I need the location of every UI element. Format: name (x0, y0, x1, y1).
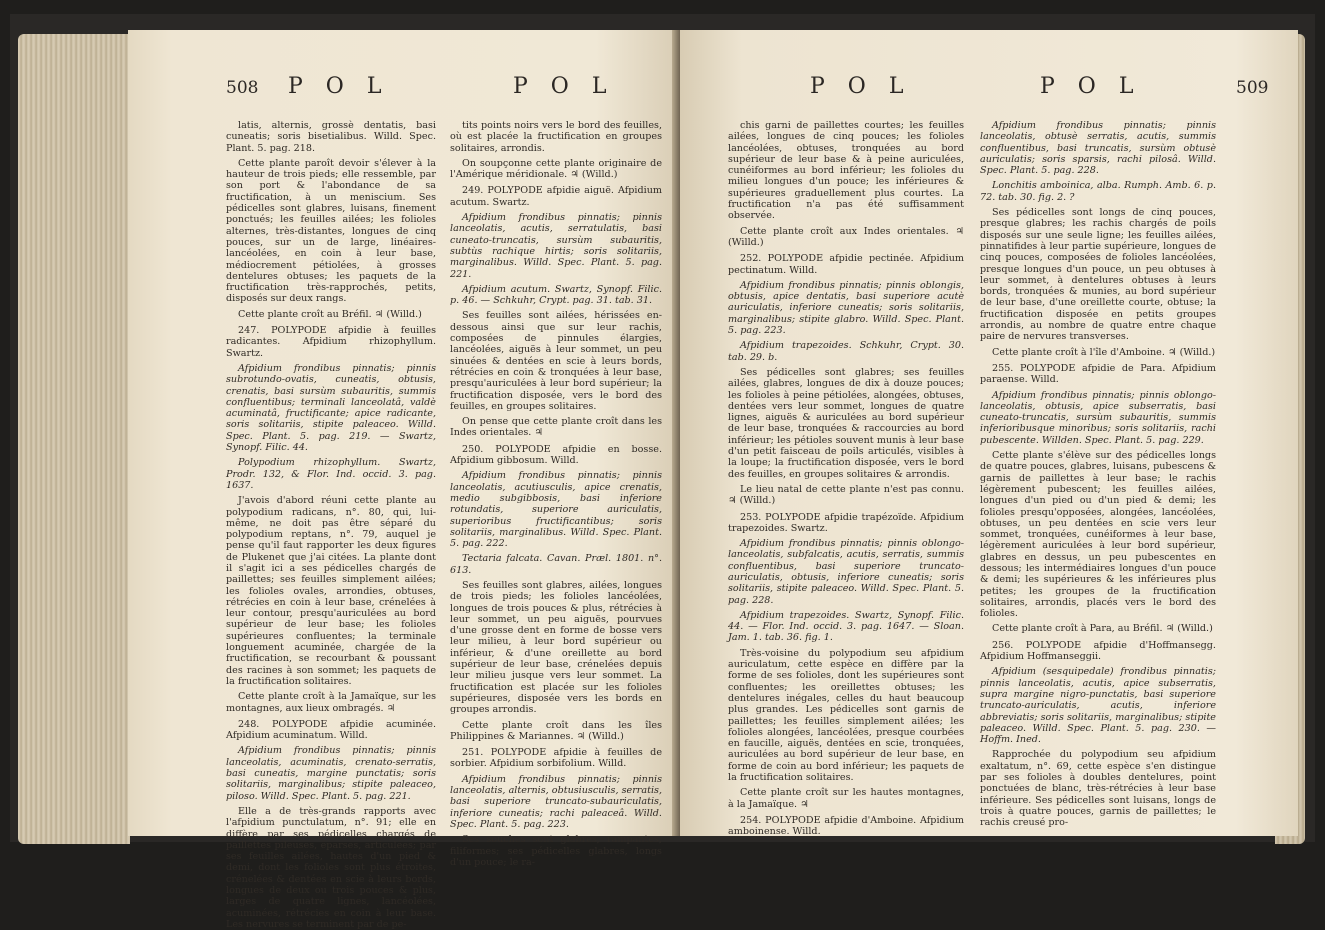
paragraph: Polypodium rhizophyllum. Swartz, Prodr. 132, & Flor. Ind. occid. 3. pag. 1637. (226, 457, 436, 491)
paragraph: Afpidium frondibus pinnatis; pinnis oblongis, obtusis, apice dentatis, basi superiore acutè auriculatis, inferiore cuneatis; soris solitariis, marginalibus; stipite glabro. Willd. Spec. Plant. 5. pag. 223. (728, 279, 964, 337)
paragraph: Tectaria falcata. Cavan. Præl. 1801. n°. 613. (450, 553, 662, 576)
paragraph: 256. POLYPODE afpidie d'Hoffmansegg. Afpidium Hoffmanseggii. (980, 639, 1216, 663)
paragraph: Cette plante paroît devoir s'élever à la hauteur de trois pieds; elle ressemble, par son port & l'abondance de sa fructification, à un meniscium. Ses pédicelles sont glabres, luisans, finement ponctués; les feuilles ailées; les folioles alternes, très-distantes, longues de cinq pouces, sur un de large, linéaires-lancéolées, en coin à leur base, médiocrement pétiolées, à grosses dentelures obtuses; les paquets de la fructification très-rapprochés, petits, disposés sur deux rangs. (226, 157, 436, 305)
paragraph: Cette plante croît sur les hautes montagnes, à la Jamaïque. ♃ (728, 787, 964, 810)
left-column-1 (226, 120, 436, 930)
paragraph: Cette plante croît aux Indes orientales. ♃ (Willd.) (728, 225, 964, 248)
paragraph: 247. POLYPODE afpidie à feuilles radicantes. Afpidium rhizophyllum. Swartz. (226, 325, 436, 359)
page-stack-left (18, 34, 130, 844)
paragraph: Le lieu natal de cette plante n'est pas connu. ♃ (Willd.) (728, 483, 964, 507)
paragraph: 254. POLYPODE afpidie d'Amboine. Afpidium amboinense. Willd. (728, 814, 964, 838)
paragraph: 252. POLYPODE afpidie pectinée. Afpidium pectinatum. Willd. (728, 253, 964, 276)
paragraph: Elle a de très-grands rapports avec l'afpidium punctulatum, n°. 91; elle en diffère par ses pédicelles chargés de paillettes pileuses, éparses, articulées; par ses feuilles ailées, hautes d'un pied & demi, dont les folioles sont plus étroites, crénelées & dentées en scie à leurs bords, longues de deux ou trois pouces & plus, larges de quatre lignes, lancéolées, acuminées, rétrécies en coin à leur base. Les nervures se terminent par de pe- (226, 805, 436, 930)
paragraph: Cette plante croît à Para, au Bréfil. ♃ (Willd.) (992, 623, 1213, 635)
paragraph: 248. POLYPODE afpidie acuminée. Afpidium acuminatum. Willd. (226, 718, 436, 742)
paragraph: 250. POLYPODE afpidie en bosse. Afpidium gibbosum. Willd. (450, 443, 662, 467)
left-folio: 508 (226, 78, 259, 98)
paragraph: J'avois d'abord réuni cette plante au polypodium radicans, n°. 80, qui, lui-même, ne doit pas être séparé du polypodium reptans, n°. 79, auquel je pense qu'il faut rapporter les deux figures de Plukenet que j'ai citées. La plante dont il s'agit ici a ses pédicelles chargés de paillettes; ses feuilles simplement ailées; les folioles ovales, arrondies, obtuses, rétrécies en coin à leur base, crénelées à leur contour, presqu'auriculées au bord supérieur de leur base; les folioles supérieures confluentes; la terminale longuement acuminée, chargée de la fructification, se recourbant & poussant des racines à son sommet; les paquets de la fructification solitaires. (226, 495, 436, 687)
paragraph: Cette plante croît à l'île d'Amboine. ♃ (Willd.) (992, 346, 1216, 358)
paragraph: Afpidium (sesquipedale) frondibus pinnatis; pinnis lanceolatis, acutis, apice subserratis, supra margine nigro-punctatis, basi superiore truncato-auriculatis, acutis, inferiore abbreviatis; soris solitariis, marginalibus; stipite paleaceo. Willd. Spec. Plant. 5. pag. 230. — Hoffm. Ined. (980, 666, 1216, 746)
paragraph: 253. POLYPODE afpidie trapézoïde. Afpidium trapezoides. Swartz. (728, 511, 964, 534)
paragraph: 251. POLYPODE afpidie à feuilles de sorbier. Afpidium sorbifolium. Willd. (450, 747, 662, 770)
right-column-2 (980, 120, 1216, 860)
paragraph: Afpidium frondibus pinnatis; pinnis lanceolatis, obtusè serratis, acutis, summis confluentibus, basi truncatis, sursùm obtusè auriculatis; soris sparsis, rachi pilosâ. Willd. Spec. Plant. 5. pag. 228. (980, 120, 1216, 177)
paragraph: Afpidium frondibus pinnatis; pinnis lanceolatis, acutis, serratulatis, basi cuneato-truncatis, sursùm subauritis, subtùs rachique hirtis; soris solitariis, marginalibus. Willd. Spec. Plant. 5. pag. 221. (450, 212, 662, 280)
paragraph: Ses feuilles sont ailées, hérissées en-dessous ainsi que sur leur rachis, composées de pinnules élargies, lancéolées, aiguës à leur sommet, un peu sinuées & dentées en scie à leurs bords, rétrécies en coin & tronquées à leur base, presqu'auriculées à leur bord supérieur; la fructification disposée, vers le bord des feuilles, en groupes solitaires. (450, 310, 662, 412)
paragraph: Afpidium frondibus pinnatis; pinnis lanceolatis, acuminatis, crenato-serratis, basi cuneatis, margine punctatis; soris solitariis, marginalibus; stipite paleaceo, piloso. Willd. Spec. Plant. 5. pag. 221. (226, 745, 436, 802)
paragraph: 249. POLYPODE afpidie aiguë. Afpidium acutum. Swartz. (450, 185, 662, 208)
right-header-right: P O L (1040, 74, 1142, 99)
paragraph: Ses pédicelles sont longs de cinq pouces, presque glabres; les rachis chargés de poils disposés sur une seule ligne; les feuilles ailées, pinnatifides à leur partie supérieure, longues de cinq pouces, composées de folioles lancéolées, presque longues d'un pouce, un peu obtuses à leur sommet, à dentelures obtuses à leurs bords, tronquées & munies, au bord supérieur de leur base, d'une oreillette courte, obtuse; la fructification disposée en petits groupes arrondis, au nombre de quatre entre chaque paire de nervures transverses. (980, 207, 1216, 343)
paragraph: On soupçonne cette plante originaire de l'Amérique méridionale. ♃ (Willd.) (450, 157, 662, 181)
paragraph: Afpidium frondibus pinnatis; pinnis oblongo-lanceolatis, subfalcatis, acutis, serratis, summis confluentibus, basi superiore truncato-auriculatis, obtusis, inferiore cuneatis; soris solitariis, stipite paleaceo. Willd. Spec. Plant. 5. pag. 228. (728, 538, 964, 606)
paragraph: Afpidium frondibus pinnatis; pinnis lanceolatis, alternis, obtusiusculis, serratis, basi superiore truncato-subauriculatis, inferiore cuneatis; rachi paleaceâ. Willd. Spec. Plant. 5. pag. 223. (450, 773, 662, 830)
left-column-2 (450, 120, 662, 868)
paragraph: 255. POLYPODE afpidie de Para. Afpidium paraense. Willd. (980, 362, 1216, 386)
right-folio: 509 (1236, 78, 1269, 98)
paragraph: Afpidium frondibus pinnatis; pinnis subrotundo-ovatis, cuneatis, obtusis, crenatis, basi sursùm subauritis, summis confluentibus; terminali lanceolatâ, valdè acuminatâ, fructificante; apice radicante, soris solitariis, stipite paleaceo. Willd. Spec. Plant. 5. pag. 219. — Swartz, Synopf. Filic. 44. (226, 362, 436, 454)
right-page (680, 30, 1298, 836)
paragraph: Afpidium trapezoides. Swartz, Synopf. Filic. 44. — Flor. Ind. occid. 3. pag. 1647. — Sloan. Jam. 1. tab. 36. fig. 1. (728, 609, 964, 644)
paragraph: Rapprochée du polypodium seu afpidium exaltatum, n°. 69, cette espèce s'en distingue par ses folioles à doubles dentelures, point ponctuées de blanc, très-rétrécies à leur base inférieure. Ses pédicelles sont luisans, longs de trois à quatre pouces, garnis de paillettes; le rachis creusé pro- (980, 749, 1216, 829)
paragraph: Cette plante croît au Bréfil. ♃ (Willd.) (238, 308, 422, 320)
left-page (128, 30, 678, 930)
paragraph: Cette plante s'élève sur des pédicelles longs de quatre pouces, glabres, luisans, pubescens & garnis de paillettes à leur base; le rachis légèrement pubescent; les feuilles ailées, longues d'un pied ou d'un pied & demi; les folioles presqu'opposées, alongées, lancéolées, obtuses, un peu dentées en scie vers leur sommet, tronquées, cunéiformes à leur base, légèrement auriculées à leur bord supérieur, glabres en dessus, un peu pubescentes en dessous; les intermédiaires longues d'un pouce & demi; les supérieures & les inférieures plus petites; les groupes de la fructification solitaires, arrondis, placés vers le bord des folioles. (980, 450, 1216, 620)
paragraph: Ses pédicelles sont glabres; ses feuilles ailées, glabres, longues de dix à douze pouces; les folioles à peine pétiolées, alongées, obtuses, dentées vers leur sommet, longues de quatre lignes, aiguës & auriculées au bord supérieur de leur base, tronquées & raccourcies au bord inférieur; les pétioles souvent munis à leur base d'un petit faisceau de poils articulés, visibles à la loupe; la fructification disposée, vers le bord des feuilles, en groupes solitaires & arrondis. (728, 366, 964, 480)
paragraph: On pense que cette plante croît dans les Indes orientales. ♃ (450, 416, 662, 439)
paragraph: Très-voisine du polypodium seu afpidium auriculatum, cette espèce en diffère par la forme de ses folioles, dont les supérieures sont confluentes; les oreillettes obtuses; les dentelures inégales, celles du haut beaucoup plus grandes. Les pédicelles sont garnis de paillettes; les feuilles simplement ailées; les folioles alongées, lancéolées, presque courbées en faucille, aiguës, dentées en scie, tronquées, auriculées au bord supérieur de leur base, en forme de coin au bord inférieur; les paquets de la fructification solitaires. (728, 647, 964, 784)
paragraph: Cette plante croît dans les îles Philippines & Mariannes. ♃ (Willd.) (450, 719, 662, 742)
left-header-left: P O L (288, 74, 390, 99)
paragraph: Afpidium frondibus pinnatis; pinnis oblongo-lanceolatis, obtusis, apice subserratis, basi cuneato-truncatis, sursùm subauritis, summis inferioribusque minoribus; soris solitariis, rachi pubescente. Willden. Spec. Plant. 5. pag. 229. (980, 389, 1216, 446)
paragraph: latis, alternis, grossè dentatis, basi cuneatis; soris bisetialibus. Willd. Spec. Plant. 5. pag. 218. (226, 120, 436, 154)
paragraph: Cette plante croît à la Jamaïque, sur les montagnes, aux lieux ombragés. ♃ (226, 691, 436, 714)
paragraph: Afpidium acutum. Swartz, Synopf. Filic. p. 46. — Schkuhr, Crypt. pag. 31. tab. 31. (450, 283, 662, 307)
paragraph: Ses feuilles sont glabres, ailées, longues de trois pieds; les folioles lancéolées, longues de trois pouces & plus, rétrécies à leur sommet, un peu aiguës, pourvues d'une grosse dent en forme de bosse vers leur milieu, à leur bord supérieur ou inférieur, & d'une oreillette au bord supérieur de leur base, crénelées depuis leur milieu jusque vers leur sommet. La fructification est placée sur les folioles supérieures, disposée vers les bords en groupes arrondis. (450, 579, 662, 716)
paragraph: Lonchitis amboinica, alba. Rumph. Amb. 6. p. 72. tab. 30. fig. 2. ? (980, 180, 1216, 203)
paragraph: Afpidium frondibus pinnatis; pinnis lanceolatis, acutiusculis, apice crenatis, medio subgibbosis, basi inferiore rotundatis, superiore auriculatis, superioribus fructificantibus; soris solitariis, marginalibus. Willd. Spec. Plant. 5. pag. 222. (450, 470, 662, 550)
right-column-1 (728, 120, 964, 860)
paragraph: tits points noirs vers le bord des feuilles, où est placée la fructification en groupes solitaires, arrondis. (450, 120, 662, 154)
paragraph: Ses souches sont glabres, rampantes, filiformes; ses pédicelles glabres, longs d'un pouce; le ra- (450, 834, 662, 868)
left-header-right: P O L (513, 74, 615, 99)
right-header-left: P O L (810, 74, 912, 99)
paragraph: chis garni de paillettes courtes; les feuilles ailées, longues de cinq pouces; les folioles lancéolées, obtuses, tronquées au bord supérieur de leur base & à peine auriculées, cunéiformes au bord inférieur; les folioles du milieu longues d'un pouce; les inférieures & supérieures graduellement plus courtes. La fructification n'a pas été suffisamment observée. (728, 120, 964, 222)
paragraph: Afpidium trapezoides. Schkuhr, Crypt. 30. tab. 29. b. (728, 340, 964, 363)
